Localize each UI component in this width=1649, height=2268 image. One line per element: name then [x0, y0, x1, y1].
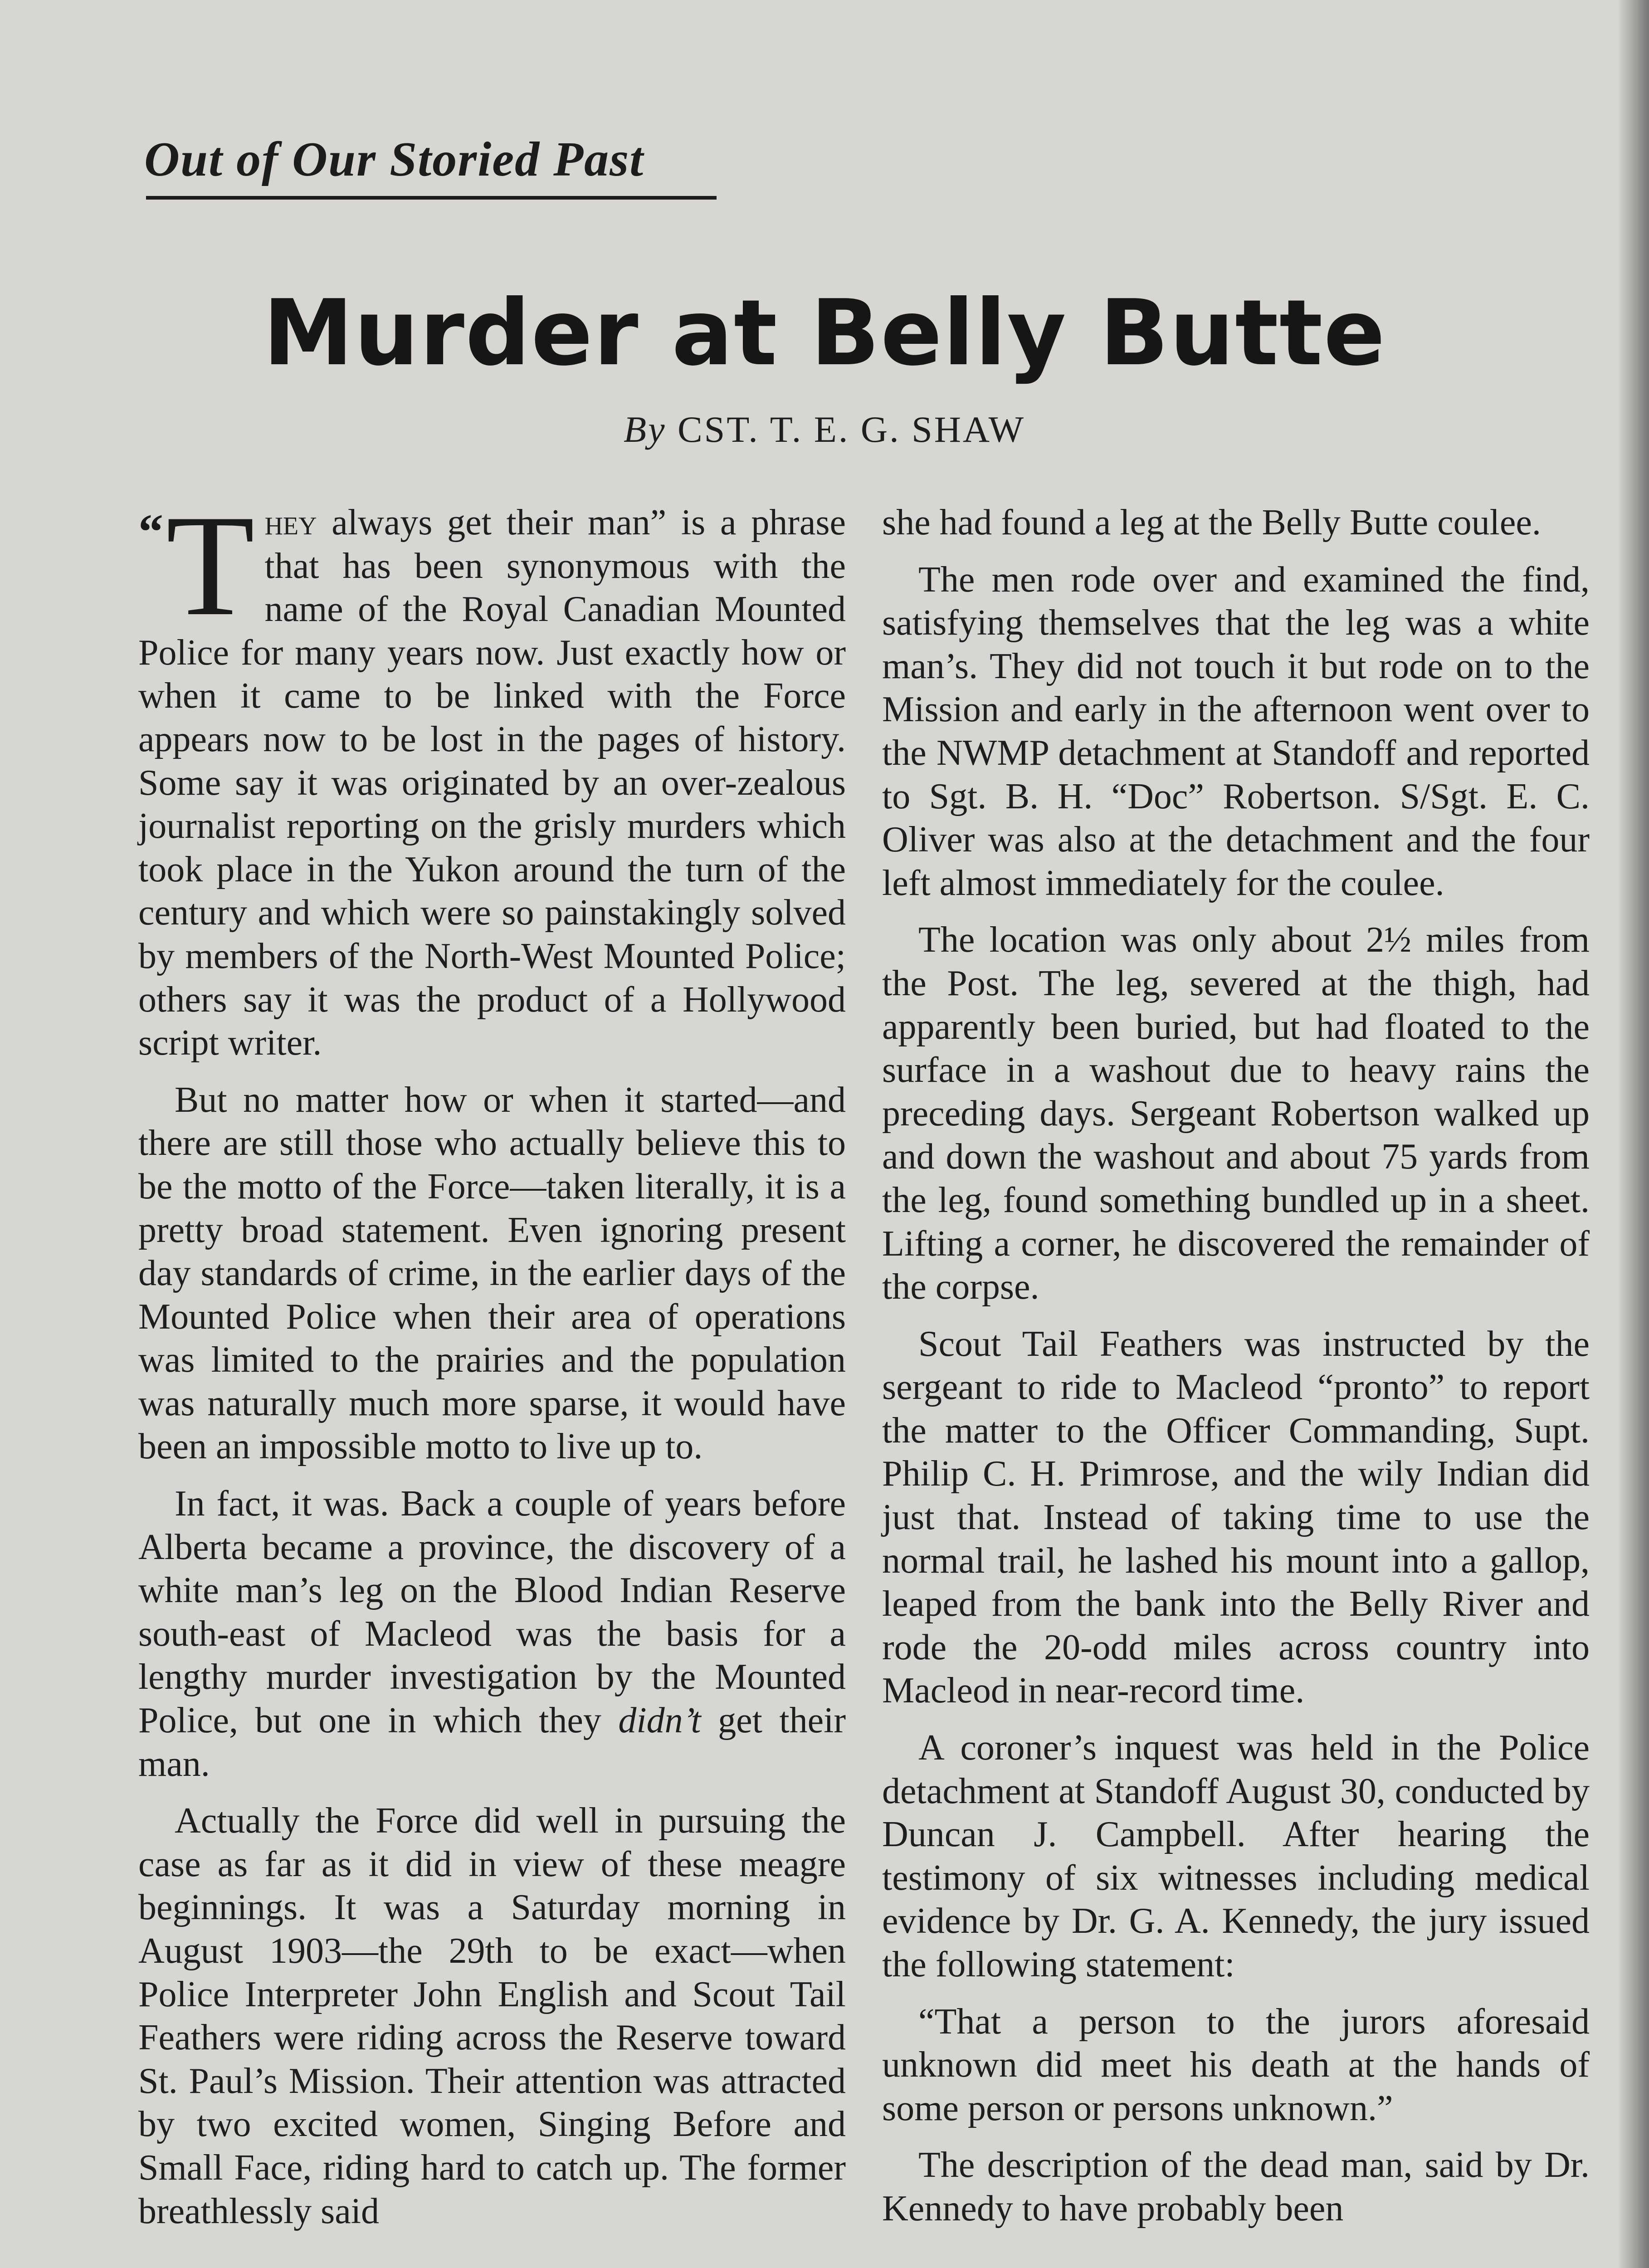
paragraph-3-text-b: get their man. — [138, 1701, 846, 1784]
section-rule — [146, 196, 717, 200]
paragraph-1 — [138, 485, 846, 1065]
right-column — [882, 501, 1590, 2268]
paragraph-1-text: always get their man” is a phrase that has been synonymous with the name of the Royal Canadian Mounted Police for many years now. Just exactly how or when it came to be linked with the Force appears now to be lost in the pages of history. Some say it was originated by an over-zealous journalist reporting on the grisly murders which took place in the Yukon around the turn of the century and which were so painstakingly solved by members of the North-West Mounted Police; others say it was the product of a Hollywood script writer. — [138, 503, 846, 1063]
drop-cap — [138, 485, 255, 646]
paragraph-3-emphasis: didn’t — [618, 1701, 701, 1741]
paragraph-11: The description of the dead man, said by Dr. Kennedy to have probably been — [882, 2145, 1590, 2229]
opening-word: hey — [264, 503, 317, 543]
byline — [0, 408, 1649, 451]
paragraph-5: she had found a leg at the Belly Butte coulee. — [882, 503, 1541, 543]
drop-cap-letter: T — [166, 485, 255, 646]
paragraph-4: Actually the Force did well in pursuing the case as far as it did in view of these meagre beginnings. It was a Saturday morning in August 1903—the 29th to be exact—when Police Interpreter John English and Scout Tail Feathers were riding across the Reserve toward St. Paul’s Mission. Their attention was attracted by two excited women, Singing Before and Small Face, riding hard to catch up. The former breathlessly said — [138, 1801, 846, 2231]
paragraph-3-text-a: In fact, it was. Back a couple of years before Alberta became a province, the discovery of a white man’s leg on the Blood Indian Reserve south-east of Macleod was the basis for a lengthy murder investigation by the Mounted Police, but one in which they — [138, 1484, 846, 1741]
article-title: Murder at Belly Butte — [263, 280, 1386, 386]
drop-cap-quote: “ — [138, 504, 163, 559]
paragraph-9: A coroner’s inquest was held in the Police detachment at Standoff August 30, conducted by Duncan J. Campbell. After hearing the testimony of six witnesses including medical evidence by Dr. G. A. Kennedy, the jury issued the following statement: — [882, 1728, 1590, 1984]
left-column — [138, 485, 846, 2268]
paragraph-8: Scout Tail Feathers was instructed by the sergeant to ride to Macleod “pronto” to report the matter to the Officer Commanding, Supt. Philip C. H. Primrose, and the wily Indian did just that. Instead of taking time to use the normal trail, he lashed his mount into a gallop, leaped from the bank into the Belly River and rode the 20-odd miles across country into Macleod in near-record time. — [882, 1324, 1590, 1711]
paragraph-6: The men rode over and examined the find, satisfying themselves that the leg was a white man’s. They did not touch it but rode on to the Mission and early in the afternoon went over to the NWMP detachment at Standoff and reported to Sgt. B. H. “Doc” Robertson. S/Sgt. E. C. Oliver was also at the detachment and the four left almost immediately for the coulee. — [882, 559, 1590, 903]
paragraph-7: The location was only about 2½ miles from the Post. The leg, severed at the thigh, had apparently been buried, but had floated to the surface in a washout due to heavy rains the preceding days. Sergeant Robertson walked up and down the washout and about 75 yards from the leg, found something bundled up in a sheet. Lifting a corner, he discovered the remainder of the corpse. — [882, 920, 1590, 1307]
byline-by: By — [624, 409, 667, 450]
paragraph-3 — [138, 1482, 846, 1786]
paragraph-2: But no matter how or when it started—and there are still those who actually believe this to be the motto of the Force—taken literally, it is a pretty broad statement. Even ignoring present day standards of crime, in the earlier days of the Mounted Police when their area of operations was limited to the prairies and the population was naturally much more sparse, it would have been an impossible motto to live up to. — [138, 1080, 846, 1467]
byline-author: CST. T. E. G. SHAW — [677, 409, 1025, 450]
section-heading: Out of Our Storied Past — [144, 132, 644, 186]
paragraph-10-quote: “That a person to the jurors aforesaid unknown did meet his death at the hands of some person or persons unknown.” — [882, 2001, 1590, 2128]
